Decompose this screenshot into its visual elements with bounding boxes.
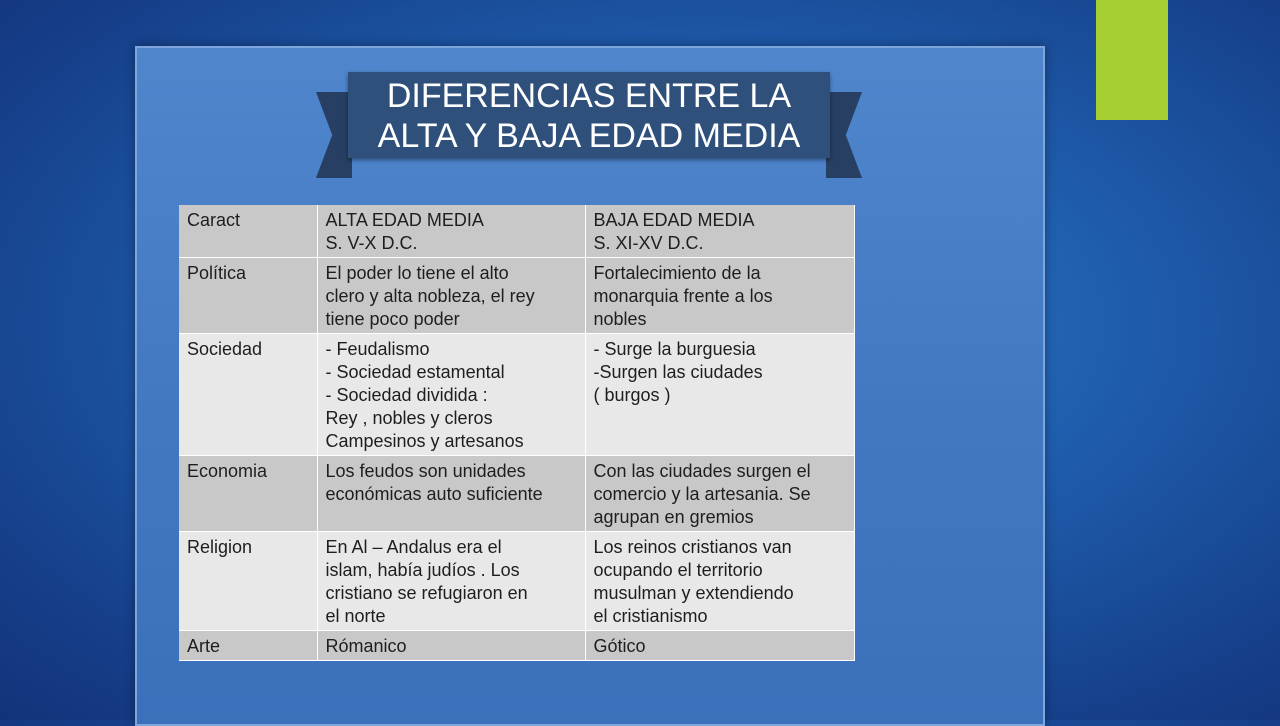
title-line-1: DIFERENCIAS ENTRE LA bbox=[386, 77, 792, 115]
alta-cell: En Al – Andalus era el islam, había judíos . Los cristiano se refugiaron en el norte bbox=[317, 532, 585, 631]
row-label: Política bbox=[179, 258, 317, 334]
accent-block bbox=[1096, 0, 1168, 120]
row-label: Sociedad bbox=[179, 334, 317, 456]
row-label: Arte bbox=[179, 631, 317, 661]
row-label: Economia bbox=[179, 456, 317, 532]
baja-cell: - Surge la burguesia -Surgen las ciudades ( burgos ) bbox=[585, 334, 854, 456]
baja-cell: Gótico bbox=[585, 631, 854, 661]
header-baja-edad-media: BAJA EDAD MEDIA S. XI-XV D.C. bbox=[585, 205, 854, 258]
table-row-religion bbox=[179, 532, 854, 631]
table-row-arte bbox=[179, 631, 854, 661]
baja-cell: Con las ciudades surgen el comercio y la artesania. Se agrupan en gremios bbox=[585, 456, 854, 532]
title-banner bbox=[348, 72, 830, 158]
table-row-politica bbox=[179, 258, 854, 334]
baja-cell: Los reinos cristianos van ocupando el territorio musulman y extendiendo el cristianismo bbox=[585, 532, 854, 631]
alta-cell: El poder lo tiene el alto clero y alta nobleza, el rey tiene poco poder bbox=[317, 258, 585, 334]
comparison-table bbox=[179, 205, 855, 661]
table-header-row bbox=[179, 205, 854, 258]
alta-cell: Los feudos son unidades económicas auto suficiente bbox=[317, 456, 585, 532]
header-alta-edad-media: ALTA EDAD MEDIA S. V-X D.C. bbox=[317, 205, 585, 258]
title-line-2: ALTA Y BAJA EDAD MEDIA bbox=[377, 117, 801, 155]
table-row-sociedad bbox=[179, 334, 854, 456]
header-caract: Caract bbox=[179, 205, 317, 258]
alta-cell: - Feudalismo - Sociedad estamental - Sociedad dividida : Rey , nobles y cleros Campesinos y artesanos bbox=[317, 334, 585, 456]
table-row-economia bbox=[179, 456, 854, 532]
row-label: Religion bbox=[179, 532, 317, 631]
baja-cell: Fortalecimiento de la monarquia frente a los nobles bbox=[585, 258, 854, 334]
alta-cell: Rómanico bbox=[317, 631, 585, 661]
